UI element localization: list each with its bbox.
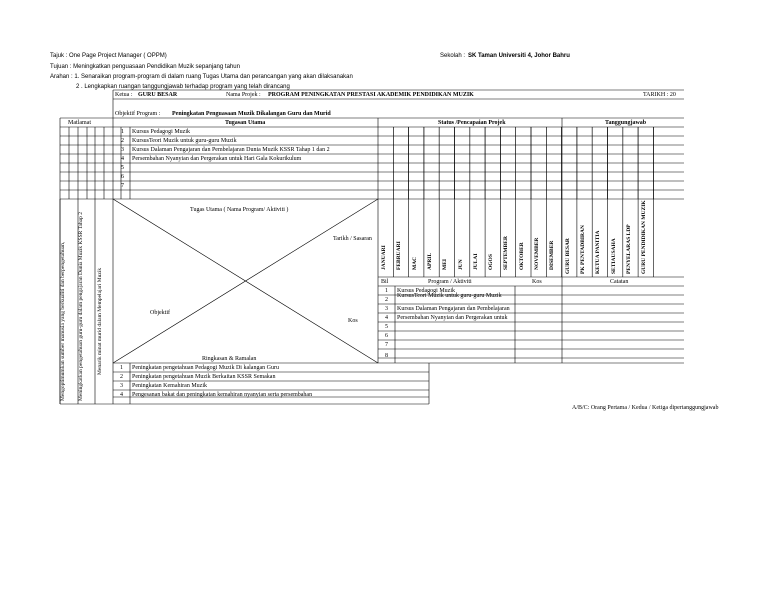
objective-label: Objektif Program :: [115, 111, 161, 117]
month-januari: JANUARI: [381, 245, 387, 270]
role-penyelaras-ldp: PENYELARAS LDP: [625, 224, 632, 274]
objektif-label: Objektif: [150, 310, 170, 316]
role-pk-pentadbiran: PK PENTADBIRAN: [579, 225, 586, 274]
summary-no: 4: [120, 392, 123, 398]
month-ogos: OGOS: [488, 254, 495, 270]
program-no: 1: [385, 288, 388, 294]
kos-header: Kos: [532, 279, 542, 285]
task-no: 5: [121, 165, 124, 171]
month-september: SEPTEMBER: [503, 236, 510, 270]
role-guru-besar: GURU BESAR: [564, 238, 571, 274]
doc-instruction-2: 2 . Lengkapkan ruangan tanggungjawab terhadap program yang telah dirancang: [76, 84, 290, 90]
objective-value: Peningkatan Penguasaan Muzik Dikalangan Guru dan Murid: [172, 111, 331, 117]
month-julai: JULAI: [472, 253, 479, 270]
task-text: Kursus Dalaman Pengajaran dan Pembelajaran Dunia Muzik KSSR Tahap 1 dan 2: [132, 147, 330, 153]
project-name: PROGRAM PENINGKATAN PRESTASI AKADEMIK PENDIDIKAN MUZIK: [268, 92, 474, 98]
task-no: 4: [121, 156, 124, 162]
role-ketua-panitia: KETUA PANITIA: [595, 230, 602, 274]
task-no: 7: [121, 183, 124, 189]
month-mac: MAC: [411, 256, 418, 270]
date-field: TARIKH : 20: [643, 92, 676, 98]
role-setiausaha: SETIAUSAHA: [610, 238, 617, 274]
month-april: APRIL: [426, 252, 433, 270]
ketua-label: Ketua :: [115, 92, 133, 98]
task-no: 3: [121, 147, 124, 153]
summary-text: Pengesanan bakat dan peningkatan kemahiran nyanyian serta persembahan: [132, 392, 313, 398]
program-no: 3: [385, 306, 388, 312]
task-no: 1: [121, 129, 124, 135]
summary-no: 3: [120, 383, 123, 389]
tanggungjawab-header: Tanggungjawab: [605, 120, 647, 126]
month-oktober: OKTOBER: [518, 242, 525, 270]
matlamat-header: Matlamat: [68, 120, 91, 126]
program-text: Kursus Pedagogi Muzik: [397, 288, 455, 294]
ringkasan-label: Ringkasan & Ramalan: [202, 356, 257, 362]
bil-header: Bil: [381, 279, 389, 285]
program-text: Persembahan Nyanyian dan Pergerakan untuk: [397, 315, 508, 321]
ketua-value: GURU BESAR: [138, 92, 178, 98]
program-text: KursusTeori Muzik untuk guru-guru Muzik: [397, 293, 502, 299]
footnote: A/B/C: Orang Pertama / Kedua / Ketiga dipertanggungjawab: [572, 405, 719, 411]
doc-title: Tajuk : One Page Project Manager ( OPPM): [50, 53, 167, 59]
school-label: Sekolah :: [440, 53, 466, 59]
program-text: Kursus Dalaman Pengajaran dan Pembelajaran: [397, 306, 510, 312]
summary-text: Peningkatan pengetahuan Pedagogi Muzik Di kalangan Guru: [132, 365, 279, 371]
role-guru-pendidikan-muzik: GURU PENDIDIKAN MUZIK: [641, 200, 648, 274]
school-name: SK Taman Universiti 4, Johor Bahru: [468, 53, 570, 59]
doc-instruction-1: Arahan : 1. Senaraikan program-program di dalam ruang Tugas Utama dan perancangan yang akan dilaksanakan: [50, 74, 353, 80]
tugas-utama-label: Tugas Utama ( Nama Program/ Aktiviti ): [190, 207, 289, 213]
matlamat-2: Meningkatkan pengetahuan guru-guru dalam pengajaran Dunia Muzik KSSR Tahap 2: [78, 211, 84, 401]
program-no: 5: [385, 324, 388, 330]
status-header: Status /Pencapaian Projek: [438, 120, 506, 126]
doc-purpose: Tujuan : Meningkatkan penguasaan Pendidikan Muzik sepanjang tahun: [50, 64, 240, 70]
summary-text: Peningkatan pengetahuan Muzik Berkaitan KSSR Semakan: [132, 374, 276, 380]
summary-no: 2: [120, 374, 123, 380]
program-header: Program / Aktiviti: [428, 279, 472, 285]
task-no: 6: [121, 174, 124, 180]
month-november: NOVEMBER: [534, 237, 540, 270]
tarikh-sasaran-label: Tarikh / Sasaran: [333, 236, 372, 242]
month-jun: JUN: [457, 259, 464, 270]
summary-no: 1: [120, 365, 123, 371]
matlamat-1: Mengoptimumkan sumber manusia yang berkualiti dan berpengetahuan,: [60, 241, 66, 401]
task-text: Kursus Pedagogi Muzik: [132, 129, 190, 135]
program-no: 6: [385, 333, 388, 339]
catatan-header: Catatan: [610, 279, 629, 285]
tugasan-utama-header: Tugasan Utama: [225, 120, 266, 126]
program-no: 7: [385, 342, 388, 348]
month-mei: MEI: [442, 259, 449, 270]
month-februari: FEBRUARI: [396, 241, 403, 270]
project-label: Nama Projek :: [226, 92, 261, 98]
month-disember: DISEMBER: [549, 240, 556, 270]
kos-label: Kos: [348, 318, 358, 324]
task-no: 2: [121, 138, 124, 144]
matlamat-3: Menarik minat murid dalam Mempelajari Muzik: [97, 267, 103, 375]
program-no: 8: [385, 353, 388, 359]
task-text: KursusTeori Muzik untuk guru-guru Muzik: [132, 138, 237, 144]
summary-text: Peningkatan Kemahiran Muzik: [132, 383, 207, 389]
task-text: Persembahan Nyanyian dan Pergerakan untuk Hari Gala Kokurikulum: [132, 156, 302, 162]
program-no: 4: [385, 315, 388, 321]
program-no: 2: [385, 297, 388, 303]
